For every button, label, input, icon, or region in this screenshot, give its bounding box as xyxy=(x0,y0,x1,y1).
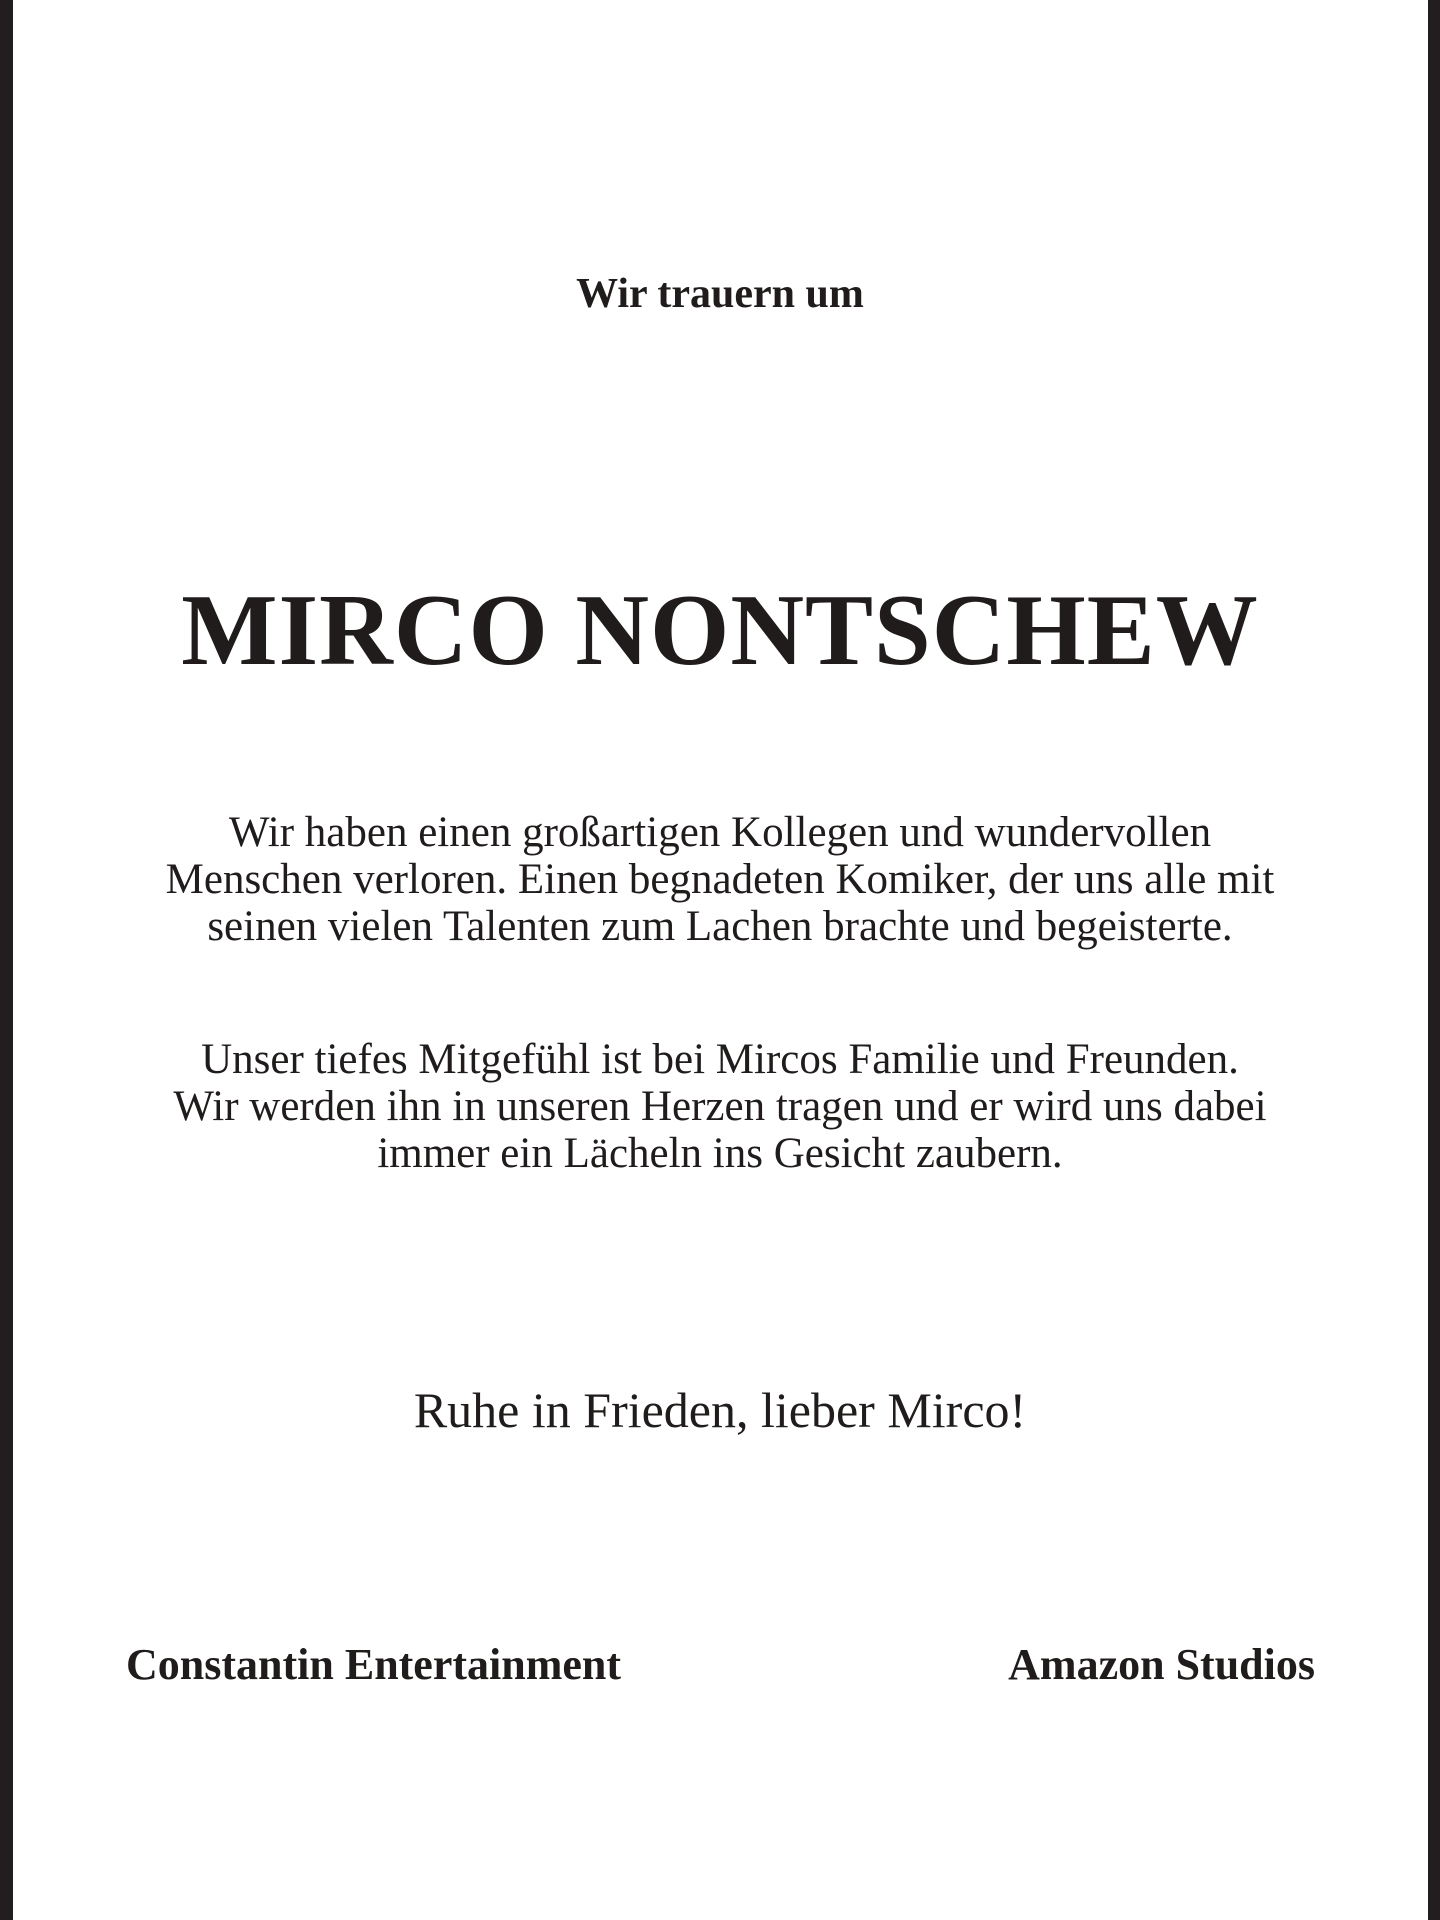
paragraph-2-line-2: Wir werden ihn in unseren Herzen tragen und er wird uns dabei xyxy=(173,1083,1267,1130)
paragraph-1-line-3: seinen vielen Talenten zum Lachen brachte und begeisterte. xyxy=(207,903,1233,950)
paragraph-2-line-1: Unser tiefes Mitgefühl ist bei Mircos Familie und Freunden. xyxy=(201,1036,1239,1083)
signatory-amazon-studios: Amazon Studios xyxy=(1008,1640,1315,1689)
intro-text: Wir trauern um xyxy=(576,271,864,317)
deceased-name: MIRCO NONTSCHEW xyxy=(181,574,1259,688)
signatory-constantin-entertainment: Constantin Entertainment xyxy=(126,1640,622,1689)
paragraph-1-line-1: Wir haben einen großartigen Kollegen und wundervollen xyxy=(228,809,1212,856)
condolence-paragraph-2 xyxy=(100,1036,1340,1177)
condolence-paragraph-1 xyxy=(100,809,1340,950)
farewell-line: Ruhe in Frieden, lieber Mirco! xyxy=(413,1382,1027,1438)
paragraph-1-line-2: Menschen verloren. Einen begnadeten Komiker, der uns alle mit xyxy=(165,856,1275,903)
paragraph-2-line-3: immer ein Lächeln ins Gesicht zaubern. xyxy=(377,1130,1063,1177)
